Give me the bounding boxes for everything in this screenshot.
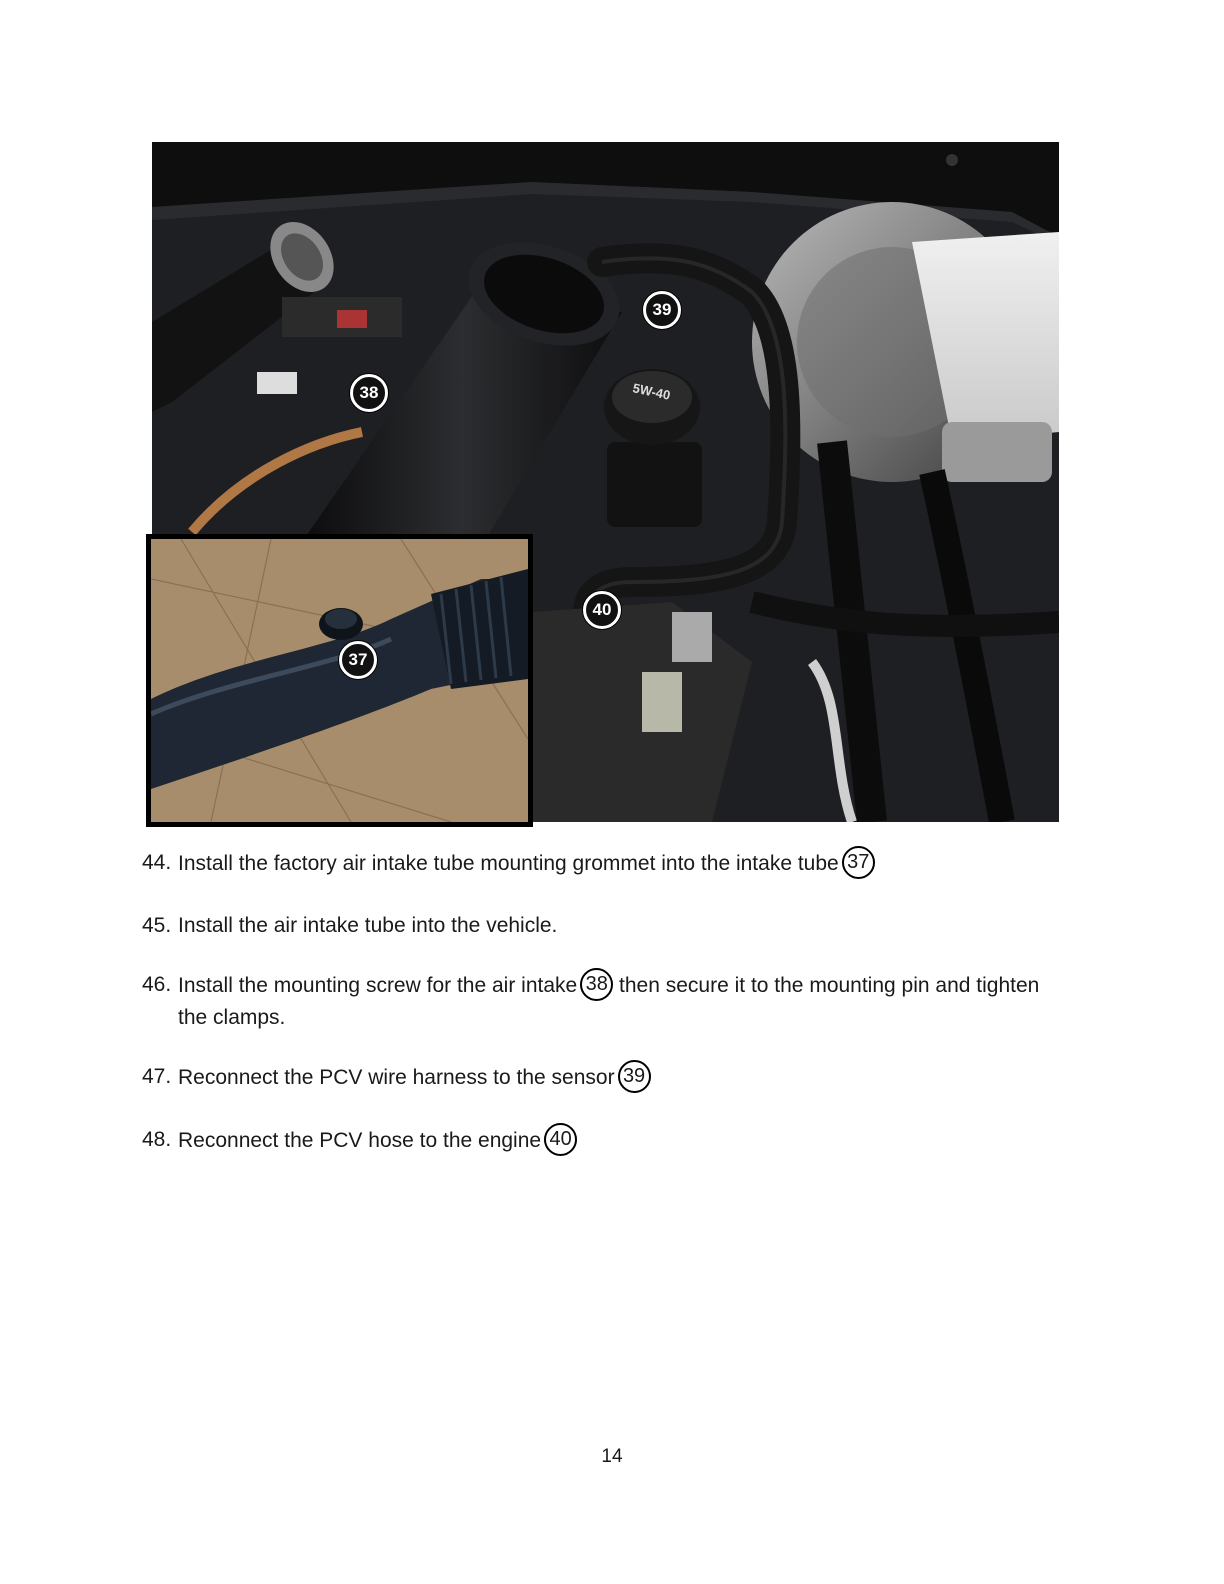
step-48: [142, 1125, 1042, 1158]
step-number: 46.: [142, 973, 172, 996]
callout-40: 40: [583, 591, 621, 629]
step-number: 47.: [142, 1065, 172, 1088]
intake-tube-inset-photo: [146, 534, 533, 827]
callout-38: 38: [350, 374, 388, 412]
reference-badge-38: 38: [580, 968, 613, 1001]
step-number: 44.: [142, 851, 172, 874]
step-number: 48.: [142, 1128, 172, 1151]
reference-badge-40: 40: [544, 1123, 577, 1156]
reference-badge-39: 39: [618, 1060, 651, 1093]
step-45: [142, 911, 1042, 940]
intake-tube-illustration: [151, 539, 528, 822]
reference-badge-37: 37: [842, 846, 875, 879]
step-number: 45.: [142, 914, 172, 937]
step-47: [142, 1062, 1042, 1095]
step-text: Install the mounting screw for the air intake: [178, 974, 578, 998]
callout-39: 39: [643, 291, 681, 329]
step-46: [142, 970, 1042, 1032]
page-number: 14: [601, 1446, 623, 1467]
step-text: Install the air intake tube into the vehicle.: [178, 914, 558, 937]
step-44: [142, 848, 1042, 881]
step-text: Reconnect the PCV hose to the engine: [178, 1129, 542, 1153]
step-text: Install the factory air intake tube mounting grommet into the intake tube: [178, 852, 839, 876]
oil-cap-label: 5W-40: [631, 380, 672, 403]
step-text-continued: then secure it to the mounting pin and tighten the clamps.: [178, 974, 1040, 1029]
step-text: Reconnect the PCV wire harness to the sensor: [178, 1066, 615, 1090]
instruction-steps: [142, 848, 1042, 1188]
callout-37: 37: [339, 641, 377, 679]
